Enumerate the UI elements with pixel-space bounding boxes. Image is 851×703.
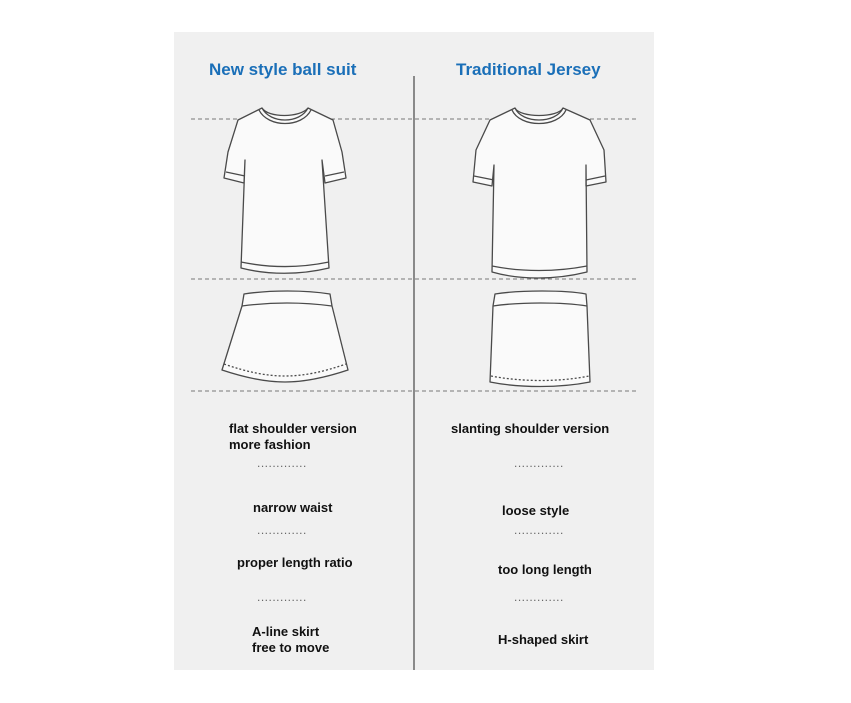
left-label-length: proper length ratio — [237, 555, 353, 570]
right-separator: ............. — [514, 523, 564, 537]
left-label-fashion: more fashion — [229, 437, 311, 452]
traditional-title: Traditional Jersey — [456, 60, 601, 79]
left-separator: ............. — [257, 590, 307, 604]
left-label-skirt: A-line skirt — [252, 624, 320, 639]
new-style-title: New style ball suit — [209, 60, 357, 79]
right-label-skirt: H-shaped skirt — [498, 632, 589, 647]
right-label-shoulder: slanting shoulder version — [451, 421, 610, 436]
a-line-skirt-icon — [222, 291, 348, 382]
fitted-shirt-icon — [224, 108, 346, 273]
h-shaped-skirt-icon — [490, 291, 590, 387]
left-separator: ............. — [257, 523, 307, 537]
right-separator: ............. — [514, 590, 564, 604]
left-label-shoulder: flat shoulder version — [229, 421, 357, 436]
left-separator: ............. — [257, 456, 307, 470]
right-separator: ............. — [514, 456, 564, 470]
right-label-style: loose style — [502, 503, 570, 518]
left-label-waist: narrow waist — [253, 500, 333, 515]
right-label-length: too long length — [498, 562, 592, 577]
loose-shirt-icon — [473, 108, 606, 278]
left-label-move: free to move — [252, 640, 330, 655]
